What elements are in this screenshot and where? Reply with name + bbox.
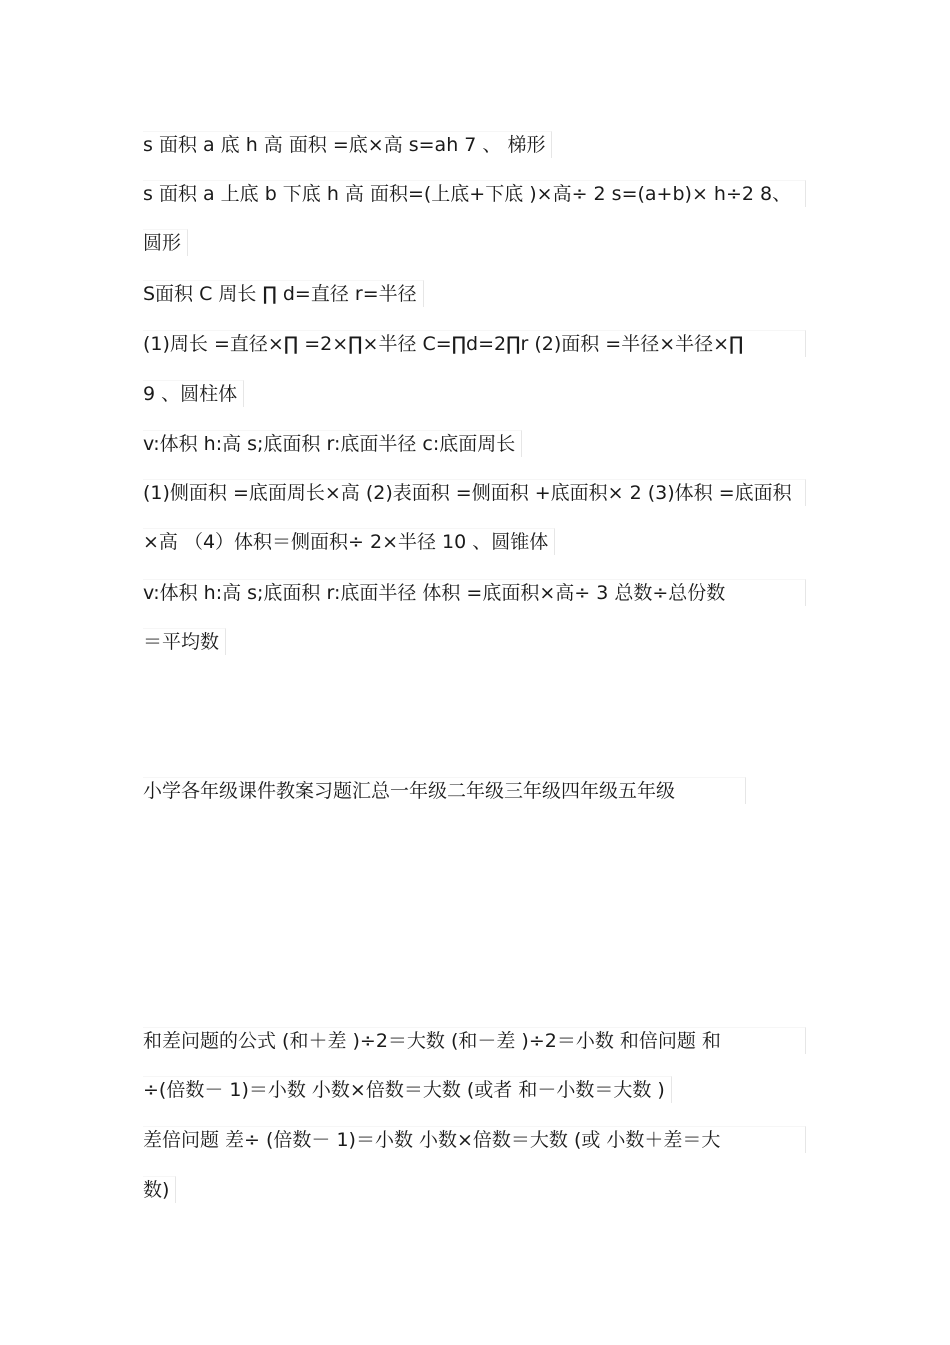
text-line-trapezoid-heading: s 面积 a 底 h 高 面积 =底×高 s=ah 7 、 梯形: [143, 131, 552, 158]
text-line-circle-heading: 圆形: [143, 229, 188, 256]
text-line-cylinder-variables: v:体积 h:高 s;底面积 r:底面半径 c:底面周长: [143, 430, 522, 457]
text-line-cylinder-heading: 9 、圆柱体: [143, 380, 244, 407]
text-line-sum-difference: 和差问题的公式 (和＋差 )÷2＝大数 (和－差 )÷2＝小数 和倍问题 和: [143, 1027, 806, 1054]
text-line-difference-multiple-end: 数): [143, 1176, 176, 1203]
text-line-trapezoid-formula: s 面积 a 上底 b 下底 h 高 面积=(上底+下底 )×高÷ 2 s=(a+b)× h÷2 8、: [143, 180, 806, 207]
text-line-average: ＝平均数: [143, 628, 226, 655]
text-line-cone-heading: ×高 （4）体积＝侧面积÷ 2×半径 10 、圆锥体: [143, 528, 555, 555]
text-line-resource-banner: 小学各年级课件教案习题汇总一年级二年级三年级四年级五年级: [143, 777, 746, 804]
text-line-circle-variables: S面积 C 周长 ∏ d=直径 r=半径: [143, 280, 424, 307]
text-line-cylinder-formula: (1)侧面积 =底面周长×高 (2)表面积 =侧面积 +底面积× 2 (3)体积 =底面积: [143, 479, 806, 506]
text-line-cone-formula: v:体积 h:高 s;底面积 r:底面半径 体积 =底面积×高÷ 3 总数÷总份数: [143, 579, 806, 606]
text-line-difference-multiple: 差倍问题 差÷ (倍数－ 1)＝小数 小数×倍数＝大数 (或 小数＋差＝大: [143, 1126, 806, 1153]
text-line-sum-multiple: ÷(倍数－ 1)＝小数 小数×倍数＝大数 (或者 和－小数＝大数 ): [143, 1076, 672, 1103]
text-line-circle-formula: (1)周长 =直径×∏ =2×∏×半径 C=∏d=2∏r (2)面积 =半径×半径×∏: [143, 330, 806, 357]
